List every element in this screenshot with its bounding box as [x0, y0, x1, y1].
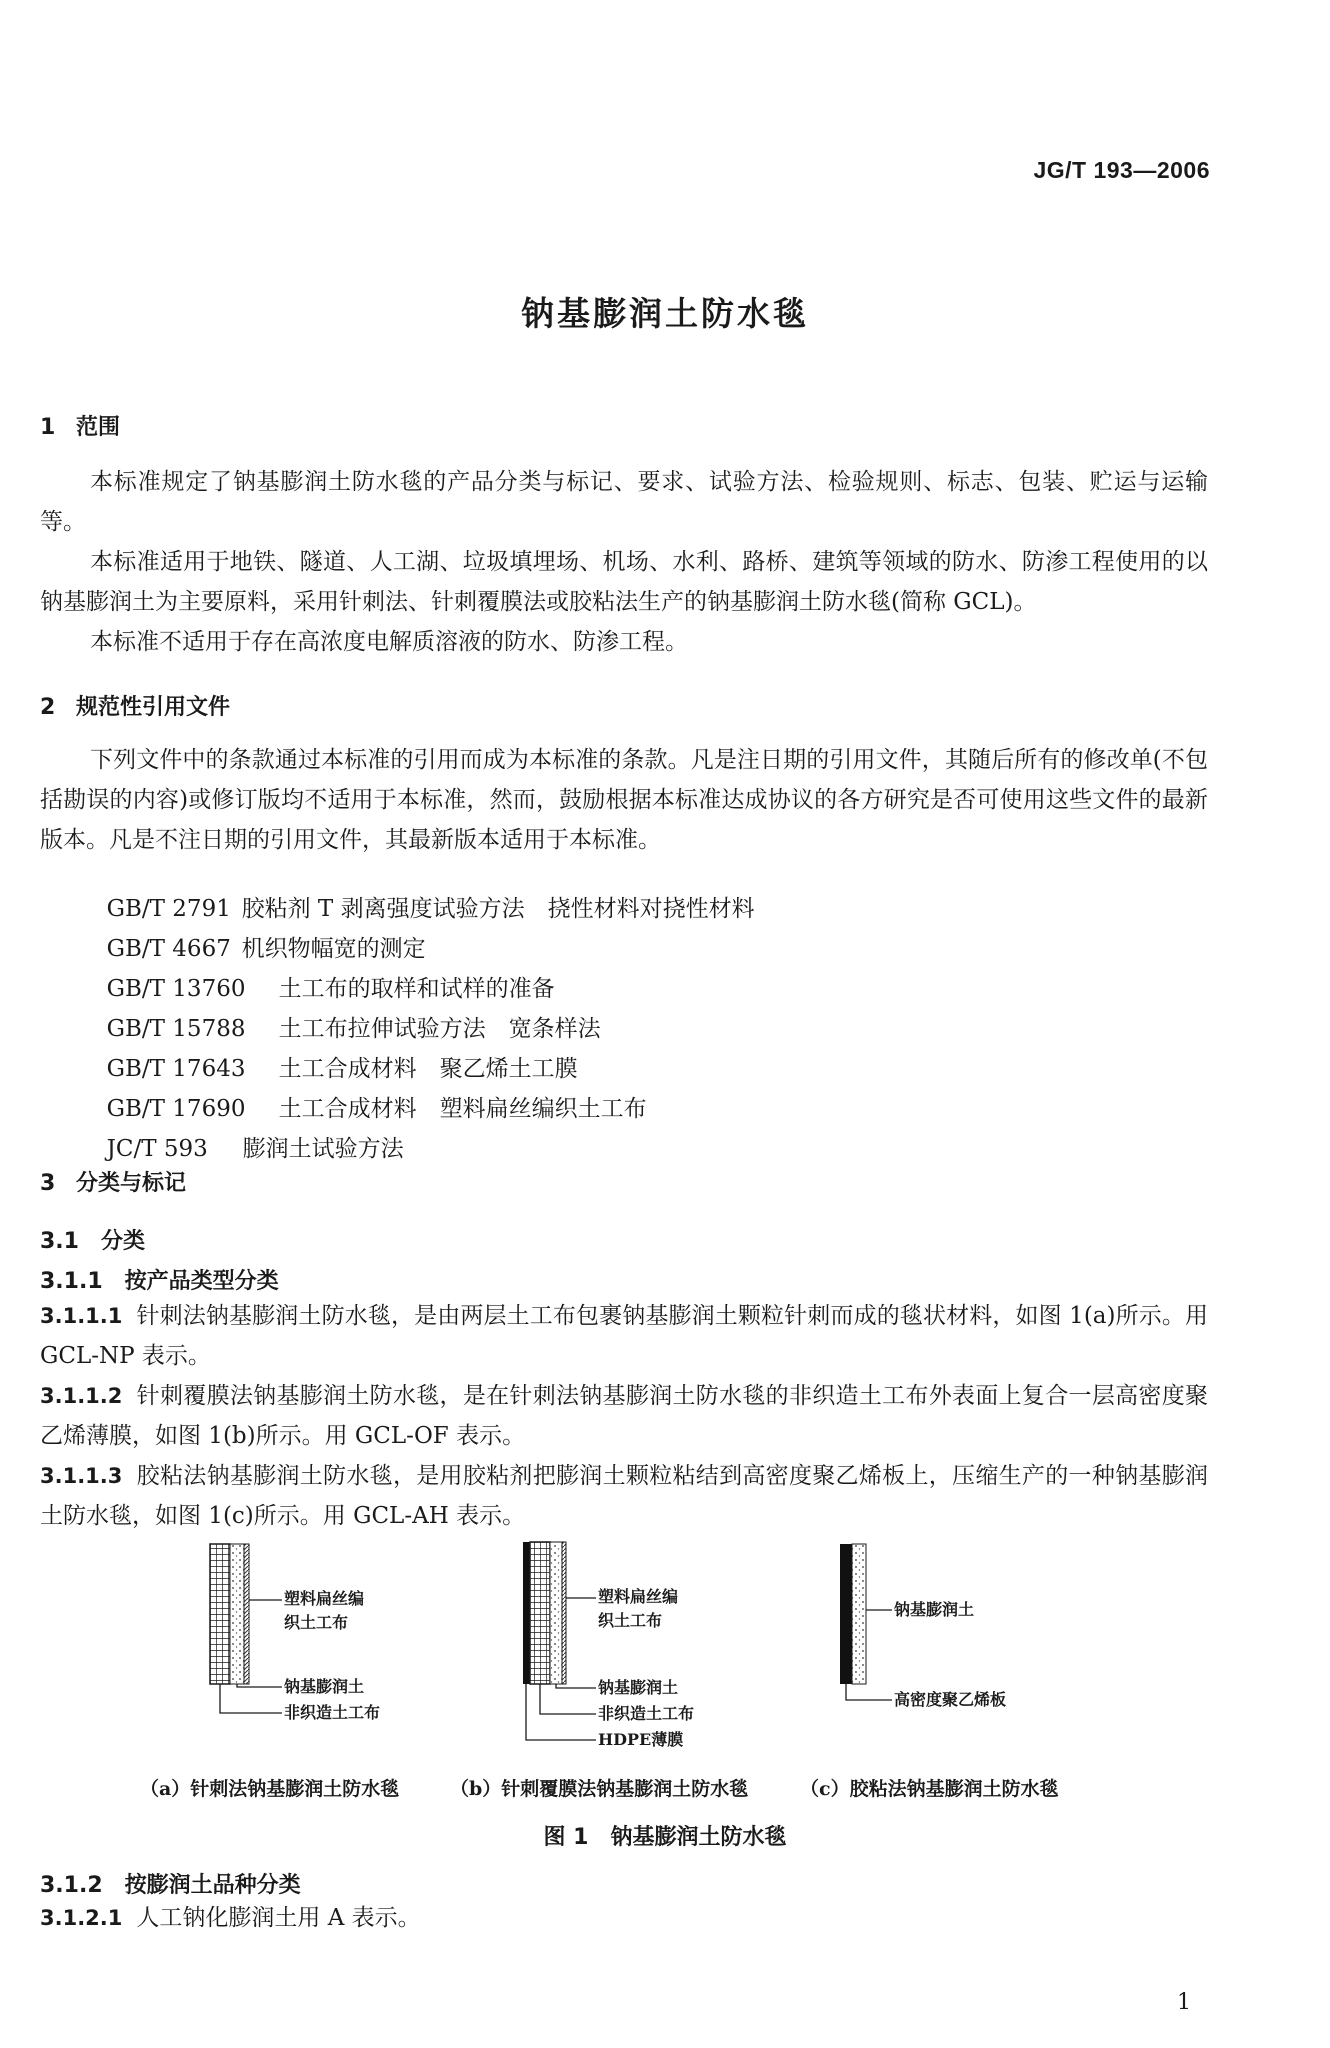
diagram-a-needle-punched: [210, 1544, 380, 1722]
nonwoven-geotextile-layer: [562, 1542, 566, 1684]
clause-text: 人工钠化膨润土用 A 表示。: [136, 1905, 421, 1931]
page-number: 1: [1177, 1990, 1191, 2015]
figure-title: 图 1 钠基膨润土防水毯: [543, 1825, 787, 1850]
figure-caption-c: （c）胶粘法钠基膨润土防水毯: [800, 1778, 1059, 1800]
reference-title: 机织物幅宽的测定: [241, 936, 426, 962]
woven-geotextile-layer: [530, 1542, 550, 1684]
subsection-3-1-1-heading: [40, 1264, 279, 1295]
section-title: 规范性引用文件: [76, 695, 231, 720]
reference-code: GB/T 4667: [106, 936, 231, 962]
section-1-paragraph-2: 本标准适用于地铁、隧道、人工湖、垃圾填埋场、机场、水利、路桥、建筑等领域的防水、防渗工程使用的以钠基膨润土为主要原料，采用针刺法、针刺覆膜法或胶粘法生产的钠基膨润土防水毯(简称 GCL)。: [40, 549, 1208, 615]
diagram-b-needle-punched-film: [523, 1542, 694, 1749]
reference-title: 土工合成材料 聚乙烯土工膜: [278, 1056, 578, 1082]
clause-3-1-1-3: [40, 1456, 1208, 1536]
woven-geotextile-layer: [210, 1544, 230, 1684]
section-2-intro: 下列文件中的条款通过本标准的引用而成为本标准的条款。凡是注日期的引用文件，其随后所有的修改单(不包括勘误的内容)或修订版均不适用于本标准，然而，鼓励根据本标准达成协议的各方研究是否可使用这些文件的最新版本。凡是不注日期的引用文件，其最新版本适用于本标准。: [40, 747, 1208, 853]
section-number: 3.1.2: [40, 1873, 103, 1898]
reference-code: GB/T 17690: [106, 1096, 246, 1122]
leader-line: [526, 1684, 596, 1740]
clause-text: 针刺覆膜法钠基膨润土防水毯，是在针刺法钠基膨润土防水毯的非织造土工布外表面上复合一层高密度聚乙烯薄膜，如图 1(b)所示。用 GCL-OF 表示。: [40, 1383, 1208, 1449]
section-1-paragraph-3: 本标准不适用于存在高浓度电解质溶液的防水、防渗工程。: [90, 629, 688, 655]
section-3-heading: [40, 1166, 186, 1197]
bentonite-layer: [852, 1544, 866, 1684]
document-title: 钠基膨润土防水毯: [521, 294, 809, 333]
section-1-paragraph-1: 本标准规定了钠基膨润土防水毯的产品分类与标记、要求、试验方法、检验规则、标志、包装、贮运与运输等。: [40, 469, 1208, 535]
reference-code: JC/T 593: [106, 1136, 208, 1162]
figure-caption-b: （b）针刺覆膜法钠基膨润土防水毯: [450, 1778, 749, 1800]
clause-number: 3.1.1.1: [40, 1304, 123, 1328]
hdpe-sheet-layer: [840, 1544, 852, 1684]
leader-line: [220, 1684, 282, 1713]
section-title: 分类: [100, 1229, 145, 1254]
reference-item: [92, 1104, 404, 1163]
reference-title: 土工布拉伸试验方法 宽条样法: [278, 1016, 601, 1042]
figure-1-diagrams: [0, 1530, 1330, 1770]
label-woven-geotextile-line1: 塑料扁丝编: [598, 1587, 679, 1606]
reference-code: GB/T 2791: [106, 896, 231, 922]
section-title: 按膨润土品种分类: [124, 1873, 301, 1898]
section-title: 按产品类型分类: [124, 1269, 279, 1294]
reference-code: GB/T 13760: [106, 976, 246, 1002]
label-bentonite: 钠基膨润土: [894, 1600, 975, 1619]
reference-code: GB/T 17643: [106, 1056, 246, 1082]
clause-3-1-1-1: [40, 1296, 1208, 1376]
leader-line: [556, 1684, 596, 1688]
clause-text: 胶粘法钠基膨润土防水毯，是用胶粘剂把膨润土颗粒粘结到高密度聚乙烯板上，压缩生产的一种钠基膨润土防水毯，如图 1(c)所示。用 GCL-AH 表示。: [40, 1463, 1208, 1529]
bentonite-layer: [550, 1542, 562, 1684]
bentonite-layer: [230, 1544, 244, 1684]
subsection-3-1-2-heading: [40, 1868, 301, 1899]
label-nonwoven-geotextile: 非织造土工布: [284, 1703, 381, 1722]
label-woven-geotextile-line2: 织土工布: [284, 1613, 349, 1632]
section-title: 范围: [76, 415, 121, 440]
reference-title: 土工布的取样和试样的准备: [278, 976, 555, 1002]
clause-number: 3.1.2.1: [40, 1906, 123, 1930]
clause-3-1-2-1: [40, 1898, 1208, 1938]
section-number: 3.1.1: [40, 1269, 103, 1294]
label-woven-geotextile-line2: 织土工布: [598, 1611, 663, 1630]
section-title: 分类与标记: [76, 1171, 187, 1196]
label-hdpe-film: HDPE薄膜: [598, 1730, 684, 1749]
diagram-c-adhesive-bonded: [840, 1544, 1006, 1709]
section-number: 3: [40, 1171, 56, 1196]
label-bentonite: 钠基膨润土: [284, 1677, 365, 1696]
reference-title: 土工合成材料 塑料扁丝编织土工布: [278, 1096, 647, 1122]
section-2-heading: [40, 690, 230, 721]
clause-number: 3.1.1.3: [40, 1464, 123, 1488]
label-nonwoven-geotextile: 非织造土工布: [598, 1704, 695, 1723]
section-number: 2: [40, 695, 56, 720]
clause-3-1-1-2: [40, 1376, 1208, 1456]
leader-line: [846, 1684, 892, 1700]
reference-code: GB/T 15788: [106, 1016, 246, 1042]
section-number: 3.1: [40, 1229, 79, 1254]
clause-number: 3.1.1.2: [40, 1384, 123, 1408]
label-woven-geotextile-line1: 塑料扁丝编: [284, 1589, 365, 1608]
reference-title: 膨润土试验方法: [242, 1136, 404, 1162]
label-bentonite: 钠基膨润土: [598, 1678, 679, 1697]
section-number: 1: [40, 415, 56, 440]
section-1-heading: [40, 410, 120, 441]
reference-title: 胶粘剂 T 剥离强度试验方法 挠性材料对挠性材料: [241, 896, 755, 922]
figure-caption-a: （a）针刺法钠基膨润土防水毯: [140, 1778, 400, 1800]
label-hdpe-sheet: 高密度聚乙烯板: [894, 1690, 1007, 1709]
nonwoven-geotextile-layer: [244, 1544, 249, 1684]
clause-text: 针刺法钠基膨润土防水毯，是由两层土工布包裹钠基膨润土颗粒针刺而成的毯状材料，如图 1(a)所示。用 GCL-NP 表示。: [40, 1303, 1208, 1369]
hdpe-film-layer: [523, 1542, 530, 1684]
subsection-3-1-heading: [40, 1224, 145, 1255]
standard-code: JG/T 193—2006: [1033, 157, 1210, 183]
